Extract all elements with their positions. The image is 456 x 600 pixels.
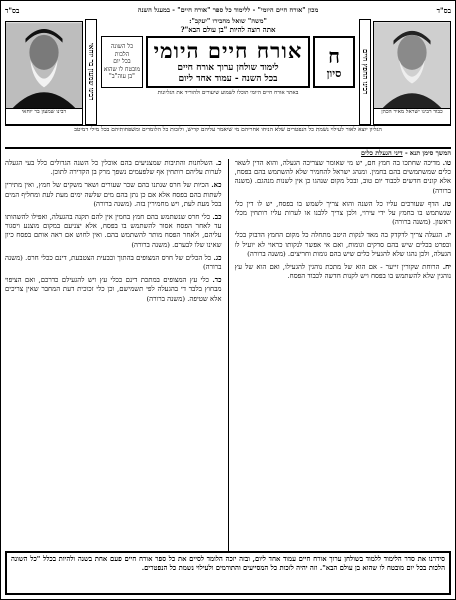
paragraph-text: כל הכלים של חרס המצופים בהתוך וכבעית הצטבעת, דינם ככלי חרס. (משנה ברורה)	[5, 253, 222, 272]
paragraph-number: כב.	[212, 213, 222, 222]
paragraph	[5, 213, 222, 250]
motto-line2: אתה רוצה להיות "בן עולם הבא"?	[180, 25, 276, 34]
side-box-line: מובטח לו שהוא	[103, 65, 141, 73]
dedication-blurb: הגליון יוצא לאור לעילוי נשמת כל הנפטרים שלא הניחו אחריהם מי שיאמר עליהם קדיש, ולזכות כל הלומדים ומשפחותיהם בכל מילי דמיטב	[5, 125, 451, 134]
right-portrait	[373, 21, 451, 125]
title-row	[101, 36, 355, 88]
paragraph-text: השלחנות והתיבות שמצניעים בהם אוכלין כל השנה הגדולים כלל בעי הגעלה לערות עליהם רותחין אף שלפעמים נשפך מרק בן הקדירה לתוכן.	[5, 159, 222, 177]
paragraph-text: הרוחת שקורין זייער - אם הוא של מתכת נוהגין להגעילו, ואם הוא של עץ נוהגין שלא להשתמש בו בפסח ויש לקנות חדשה לכבוד הפסח.	[234, 263, 451, 281]
paragraph	[5, 181, 222, 209]
date-month: סיון	[326, 66, 342, 80]
title-box	[146, 36, 310, 88]
side-box-line: הלכות	[114, 50, 130, 58]
paragraph-text: הגעלה צריך לדקדק בה מאד לנקות היטב מתחלה כל מקום החמץ הדבוק בכלי ובפרט בכלים שיש בהם סדקים וגומות, ואם אי אפשר לנקותו כראוי לא יועיל לו הגעלה, ולכן נהגו שלא להגעיל כלים שיש בהם גומות וחריצים. (משנה ברורה)	[234, 231, 451, 258]
left-portrait-caption: רבינו שמעון בר יוחאי	[6, 108, 82, 124]
subtitle-2: בכל השנה - עמוד אחד ליום	[178, 74, 278, 84]
paragraph-number: כג.	[213, 253, 222, 262]
footer-text: סידרנו את סדר הלימוד ללמוד בשולחן ערוך אורח חיים עמוד אחד ליום, ובזה יזכה הלומד לסיים את כל ספר אורח חיים פעם אחת בשנה ולהיות בכלל "כל השונה הלכות בכל יום מובטח לו שהוא בן עולם הבא". וזה יהיה לזכות כל המסייעים והתורמים ולעילוי נשמת כל הנפטרים.	[11, 555, 445, 572]
section-subject: דיני הגעלת כלים	[360, 149, 403, 157]
paragraph-number: טז.	[442, 199, 451, 208]
rabbi-portrait-icon	[6, 22, 82, 110]
paragraph	[235, 231, 452, 259]
date-day: ח	[328, 43, 340, 68]
paragraph	[5, 159, 222, 177]
paragraph-text: הכיות של חרס שנתנו בהם שכר שעורים ושאר משקים של חמץ, ואין מתירין לשתות בהם בפסח אלא אם כן נתן בהם מים שלשה ימים מעת לעת ומחליף המים בכל מעת לעת, ויש מחמירין בזה. (משנה ברורה)	[5, 181, 222, 208]
left-portrait	[5, 21, 83, 125]
side-box-line: בכל יום	[113, 58, 131, 66]
left-vertical-label: רבינו שמעון בר יוחאי	[85, 19, 97, 125]
right-column	[235, 159, 452, 551]
right-vertical-label: רבינו החפץ חיים	[359, 19, 371, 125]
bh-left: בס"ד	[5, 5, 20, 15]
paragraph-text: כלי חרס שנשתמש בהם חמץ בחמין אין להם תקנה בהגעלה, ואפילו להשהותו עד לאחר הפסח אסור להשתמש בו בפסח, אלא יצניעם במקום מוצנע ויסגור עליהם, ולאחר הפסח מותר להשתמש בהם. ואין לחוש אם ראה אותם בפסח כיון שאינו שלו לבערם. (משנה ברורה)	[5, 213, 222, 249]
rabbi-portrait-icon	[374, 22, 450, 110]
paragraph	[5, 276, 222, 304]
motto-line1: "משה" שואל מחבירו "יעקב":	[189, 17, 267, 25]
paragraph-text: הדף שעורכים עליו כל השנה והוא צריך לשמש בו בפסח, יש לו דין כלי שנשתמש בו בחמץ על ידי עירוי, ולכן צריך ללבנו או לערות עליו רותחין מכלי ראשון. (משנה ברורה)	[234, 199, 451, 227]
paragraph	[235, 159, 452, 196]
top-strip	[5, 3, 451, 17]
paragraph-number: כא.	[211, 181, 222, 190]
text-columns	[5, 159, 451, 551]
side-box-line: כל השונה	[110, 43, 134, 51]
paragraph-number: כד.	[212, 276, 222, 285]
date-box	[313, 36, 355, 88]
paragraph	[235, 200, 452, 228]
bh-right: בס"ד	[436, 5, 451, 15]
section-location: המשך סימן תנא	[409, 149, 451, 157]
small-info: באתר אורח חיים היומי תוכלו לשמוע שיעורים ולהוריד את הגליונות	[157, 90, 299, 96]
footer-box	[5, 551, 451, 595]
paragraph-number: טו.	[442, 159, 451, 167]
section-bar: המשך סימן תנא - דיני הגעלת כלים	[5, 147, 451, 157]
right-portrait-caption: כבוד רבינו ישראל מאיר הכהן	[374, 108, 450, 124]
paragraph-text: כלי עץ המצופים במתכת דינם ככלי עץ ויש להגעילם כדרכם, ואם הציפוי מבחוץ בלבד די בהגעלה לפי תשמישם, וכן כלי זכוכית דעת המחבר שאין צריכים אלא שטיפה. (משנה ברורה)	[5, 276, 222, 303]
paragraph-text: מדיכה שחתכו בה חמץ חם, יש מי שאומר שצריכה הגעלה, והוא הדין לשאר כלים שמשתמשים בהם בחמין. ומנהג ישראל להחמיר שלא להשתמש בהם בפסח, אלא קונים חדשים לכבוד יום טוב, ובכל מקום שנהגו כן אין לשנות מנהגם. (משנה ברורה)	[234, 159, 451, 195]
institute-line: מכון "אורח חיים היומי" - ללימוד כל ספר "אורח חיים" - במעגל השנה	[137, 6, 319, 14]
header	[5, 17, 451, 145]
subtitle-1: לימוד שולחן ערוך אורח חיים	[177, 63, 279, 73]
paragraph-number: כ.	[215, 159, 222, 167]
left-column	[5, 159, 222, 551]
masthead	[101, 17, 355, 127]
paragraph	[5, 254, 222, 272]
paragraph	[235, 263, 452, 281]
page-title: אורח חיים היומי	[153, 38, 303, 63]
column-divider	[228, 159, 229, 551]
side-box-line: "בן עוה"ב"	[109, 73, 135, 81]
paragraph-number: יח.	[442, 263, 451, 272]
paragraph-number: יז.	[444, 231, 451, 240]
side-box	[101, 36, 143, 88]
